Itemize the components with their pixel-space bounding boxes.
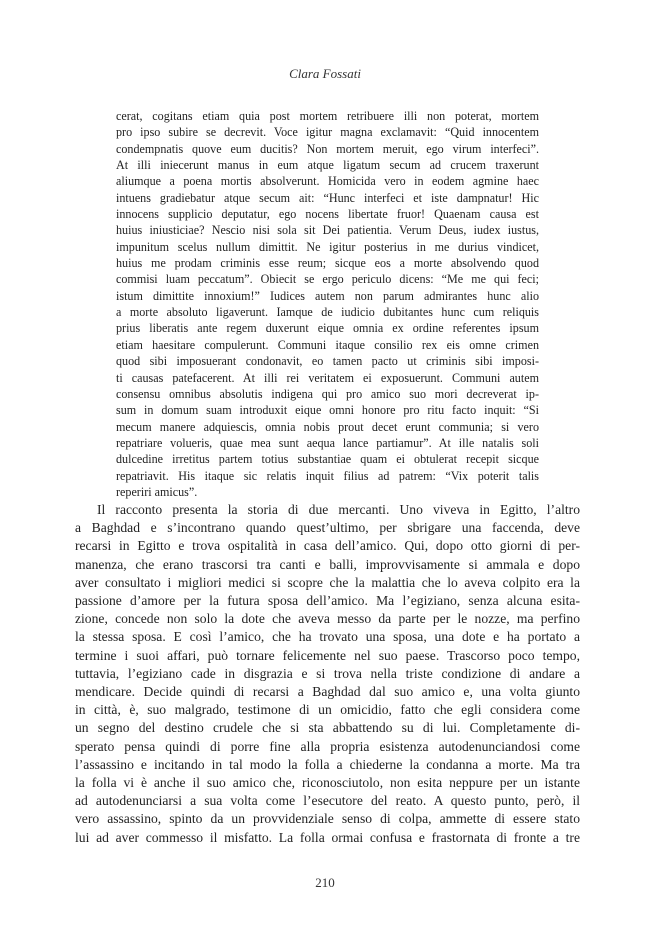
body-line: la folla vi è anche il suo amico che, riconosciutolo, non esita neppure per un istante bbox=[75, 775, 580, 791]
quote-line: istum dimittite innoxium!” Iudices autem non parum admirantes hunc alio bbox=[116, 288, 539, 303]
quote-line: aliumque a poena mortis absolverunt. Homicida vero in eodem agmine haec bbox=[116, 174, 539, 189]
quote-line: impunitum scelus nullum dimittit. Ne igitur posterius in me durius vindicet, bbox=[116, 239, 539, 254]
body-line: sperato pensa quindi di porre fine alla propria esistenza autodenunciandosi come bbox=[75, 738, 580, 754]
body-paragraph bbox=[75, 501, 580, 847]
quote-line: quod sibi imposuerant condonavit, eo tamen pacto ut criminis sibi imposi- bbox=[116, 354, 539, 369]
quote-line: sum in domum suam introduxit eique omni honore pro ritu facto inquit: “Si bbox=[116, 403, 539, 418]
quote-line: At illi iniecerunt manus in eum atque ligatum secum ad crucem traxerunt bbox=[116, 158, 539, 173]
quote-line: innocens supplicio deputatur, ego nocens libertate fruor! Quaenam causa est bbox=[116, 207, 539, 222]
body-line: termine i suoi affari, può tornare felicemente nel suo paese. Trascorso poco tempo, bbox=[75, 647, 580, 663]
body-line: Il racconto presenta la storia di due mercanti. Uno viveva in Egitto, l’altro bbox=[97, 502, 580, 517]
quote-line: consensu omnibus absolutis indigena qui pro amico suo mori decreverat ip- bbox=[116, 386, 539, 401]
quote-line: ti causas patefacerent. At illi rei veritatem ei exposuerunt. Communi autem bbox=[116, 370, 539, 385]
body-line: passione d’amore per la futura sposa dell’amico. Ma l’egiziano, senza alcuna esita- bbox=[75, 593, 580, 609]
quote-line: huius me prodam criminis esse reum; sicque eos a morte absolvendo quod bbox=[116, 256, 539, 271]
quote-line: reperiri amicus”. bbox=[116, 484, 198, 499]
body-line: vero assassino, spinto da un provvidenziale senso di colpa, ammette di essere stato bbox=[75, 811, 580, 827]
quote-line: prius liberatis ante regem duxerunt eique omnia ex ordine referentes ipsum bbox=[116, 321, 539, 336]
quote-line: etiam haesitare compulerunt. Communi itaque consilio rex eis omne crimen bbox=[116, 337, 539, 352]
quote-line: huius iniusticiae? Nescio nisi sola sit Dei patientia. Verum Deus, iudex iustus, bbox=[116, 223, 539, 238]
body-line: lui ad aver commesso il misfatto. La folla ormai confusa e frastornata di fronte a tre bbox=[75, 829, 580, 845]
running-header: Clara Fossati bbox=[289, 66, 361, 81]
body-line: manenza, che erano trascorsi tra canti e balli, improvvisamente si ammala e dopo bbox=[75, 556, 580, 572]
page-number: 210 bbox=[315, 875, 335, 890]
quote-line: pro ipso subire se decrevit. Voce igitur magna exclamavit: “Quid innocentem bbox=[116, 125, 539, 140]
quote-line: intuens gradiebatur atque secum ait: “Hunc interfeci et iste dampnatur! Hic bbox=[116, 190, 539, 205]
quote-line: commisi luam peccatum”. Obiecit se ergo periculo dicens: “Me me qui feci; bbox=[116, 272, 539, 287]
quote-line: repatriavit. His itaque sic relatis inquit filius ad patrem: “Vix poterit talis bbox=[116, 468, 539, 483]
body-line: aver consultato i migliori medici si scopre che la malattia che lo aveva colpito era la bbox=[75, 574, 580, 590]
body-line: tuttavia, l’egiziano cade in disgrazia e si trova nella triste condizione di andare a bbox=[75, 665, 580, 681]
quote-line: mecum manere adquiescis, omnia nobis prout decet erunt communia; si vero bbox=[116, 419, 539, 434]
quote-line: a morte absoluto ligaverunt. Iamque de iudicio dubitantes hunc cum reliquis bbox=[116, 305, 539, 320]
body-line: zione, concede non solo la dote che aveva messo da parte per le nozze, ma perfino bbox=[75, 611, 580, 627]
quote-line: cerat, cogitans etiam quia post mortem retribuere illi non poterat, mortem bbox=[116, 109, 539, 123]
body-line: la stessa sposa. E così l’amico, che ha trovato una sposa, una dote e ha portato a bbox=[75, 629, 580, 645]
quote-line: repatriare volueris, quae mea sunt aequa lance partiamur”. At ille natalis soli bbox=[116, 435, 539, 450]
quote-line: condempnatis quove eum ducitis? Non mortem meruit, ego virum interfeci”. bbox=[116, 141, 539, 156]
body-line: l’assassino e incitando in tal modo la folla a chiederne la condanna a morte. Ma tra bbox=[75, 756, 580, 772]
body-line: ad autodenunciarsi a sua volta come l’esecutore del reato. A questo punto, però, il bbox=[75, 793, 580, 809]
latin-block-quote bbox=[116, 108, 539, 500]
body-line: in città, è, suo malgrado, testimone di un omicidio, fatto che egli considera come bbox=[75, 702, 580, 718]
quote-line: dulcedine irretitus partem totius substantiae quam ei obtulerat recepit sicque bbox=[116, 452, 539, 467]
body-line: recarsi in Egitto e trova ospitalità in casa dell’amico. Qui, dopo otto giorni di per- bbox=[75, 538, 580, 554]
body-line: a Baghdad e s’incontrano quando quest’ultimo, per sbrigare una faccenda, deve bbox=[75, 520, 580, 536]
body-line: mendicare. Decide quindi di recarsi a Baghdad dal suo amico e, una volta giunto bbox=[75, 684, 580, 700]
body-line: un segno del destino crudele che si sta abbattendo su di lui. Completamente di- bbox=[75, 720, 580, 736]
